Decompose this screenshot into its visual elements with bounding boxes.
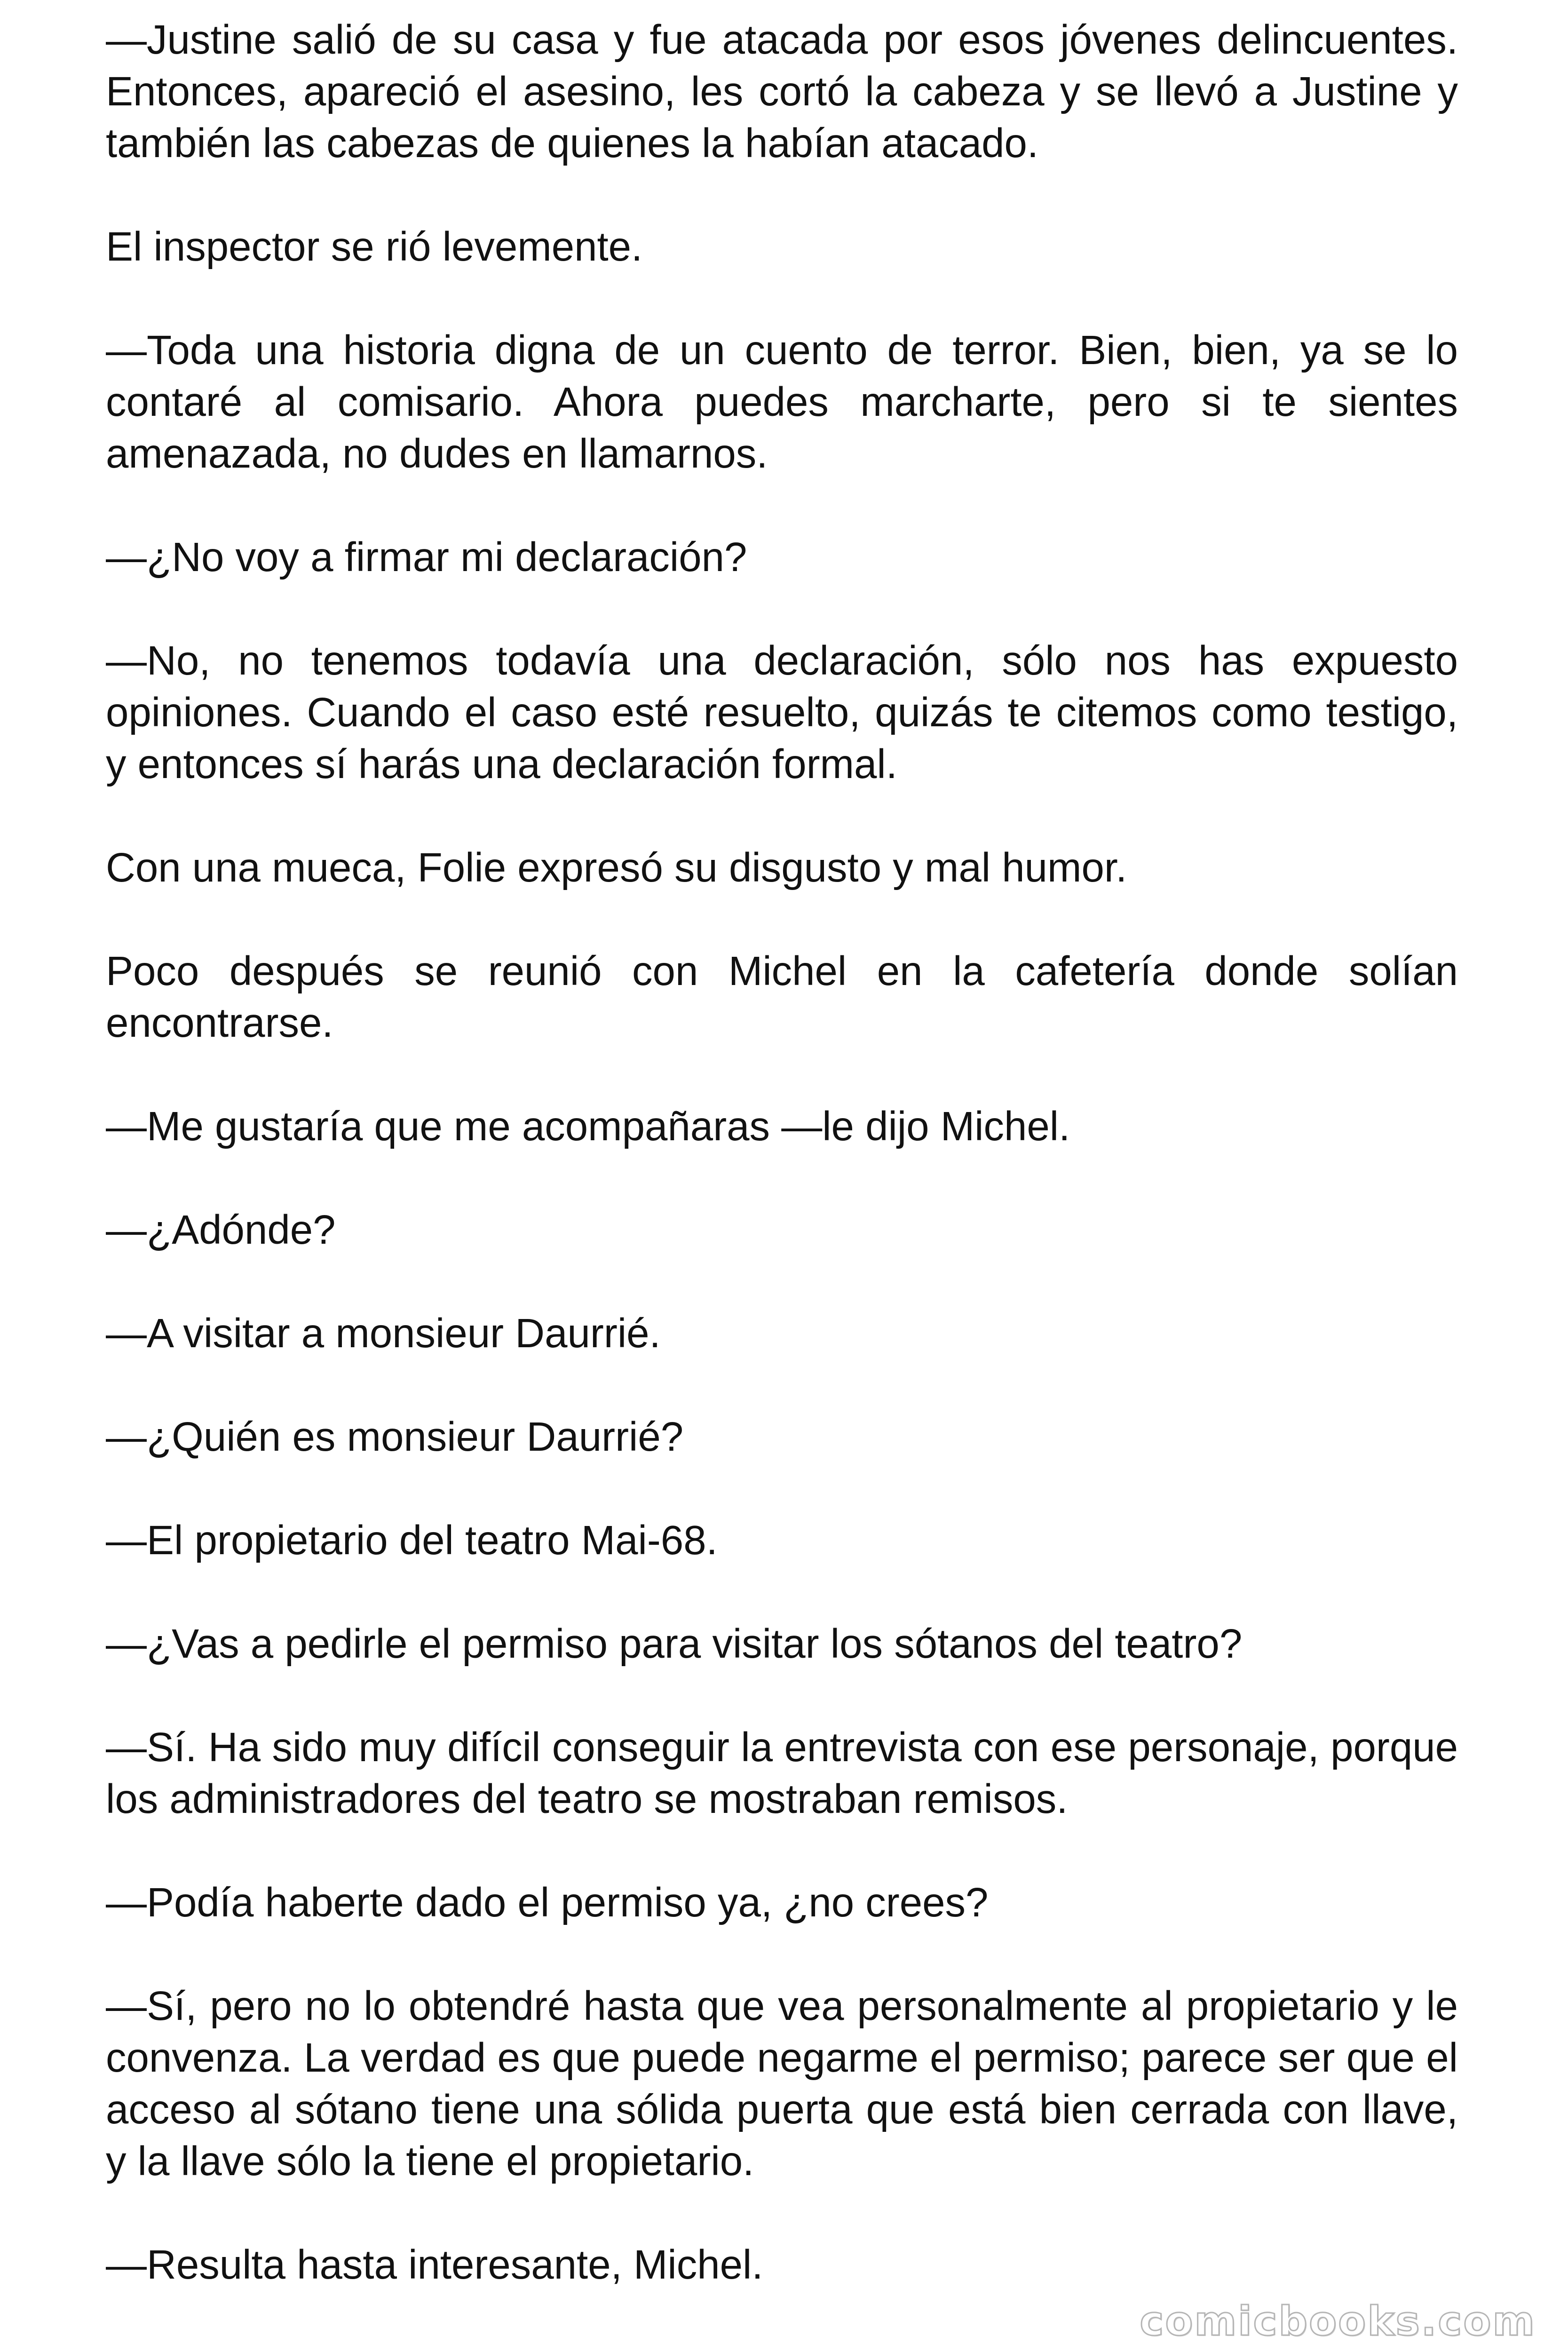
paragraph: Poco después se reunió con Michel en la cafetería donde solían encontrarse. bbox=[106, 948, 1458, 1046]
watermark: comicbooks.com bbox=[1140, 2298, 1536, 2345]
paragraph: —Justine salió de su casa y fue atacada por esos jóvenes delincuentes. Entonces, apareció el asesino, les cortó la cabeza y se llevó a Justine y también las cabezas de quienes la habían atacado. bbox=[106, 17, 1458, 166]
paragraph: —Me gustaría que me acompañaras —le dijo Michel. bbox=[106, 1104, 1070, 1149]
paragraph: —¿Vas a pedirle el permiso para visitar los sótanos del teatro? bbox=[106, 1621, 1243, 1667]
paragraph: —¿Adónde? bbox=[106, 1207, 336, 1253]
paragraph: —A visitar a monsieur Daurrié. bbox=[106, 1311, 661, 1356]
paragraph: —Podía haberte dado el permiso ya, ¿no crees? bbox=[106, 1880, 989, 1925]
paragraph: —¿No voy a firmar mi declaración? bbox=[106, 534, 747, 580]
paragraph: —Sí, pero no lo obtendré hasta que vea personalmente al propietario y le convenza. La verdad es que puede negarme el permiso; parece ser que el acceso al sótano tiene una sólida puerta que está bien cerrada con llave, y la llave sólo la tiene el propietario. bbox=[106, 1983, 1458, 2184]
paragraph: —El propietario del teatro Mai-68. bbox=[106, 1518, 718, 1563]
paragraph: —Sí. Ha sido muy difícil conseguir la entrevista con ese personaje, porque los administradores del teatro se mostraban remisos. bbox=[106, 1724, 1458, 1822]
paragraph: —¿Quién es monsieur Daurrié? bbox=[106, 1414, 684, 1460]
paragraph: —No, no tenemos todavía una declaración, sólo nos has expuesto opiniones. Cuando el caso esté resuelto, quizás te citemos como testigo, y entonces sí harás una declaración formal. bbox=[106, 638, 1458, 787]
paragraph: —Toda una historia digna de un cuento de terror. Bien, bien, ya se lo contaré al comisario. Ahora puedes marcharte, pero si te sientes amenazada, no dudes en llamarnos. bbox=[106, 327, 1458, 477]
paragraph: Con una mueca, Folie expresó su disgusto y mal humor. bbox=[106, 845, 1127, 890]
document-page bbox=[106, 14, 1458, 2291]
paragraph: El inspector se rió levemente. bbox=[106, 224, 643, 270]
paragraph: —Resulta hasta interesante, Michel. bbox=[106, 2242, 763, 2288]
